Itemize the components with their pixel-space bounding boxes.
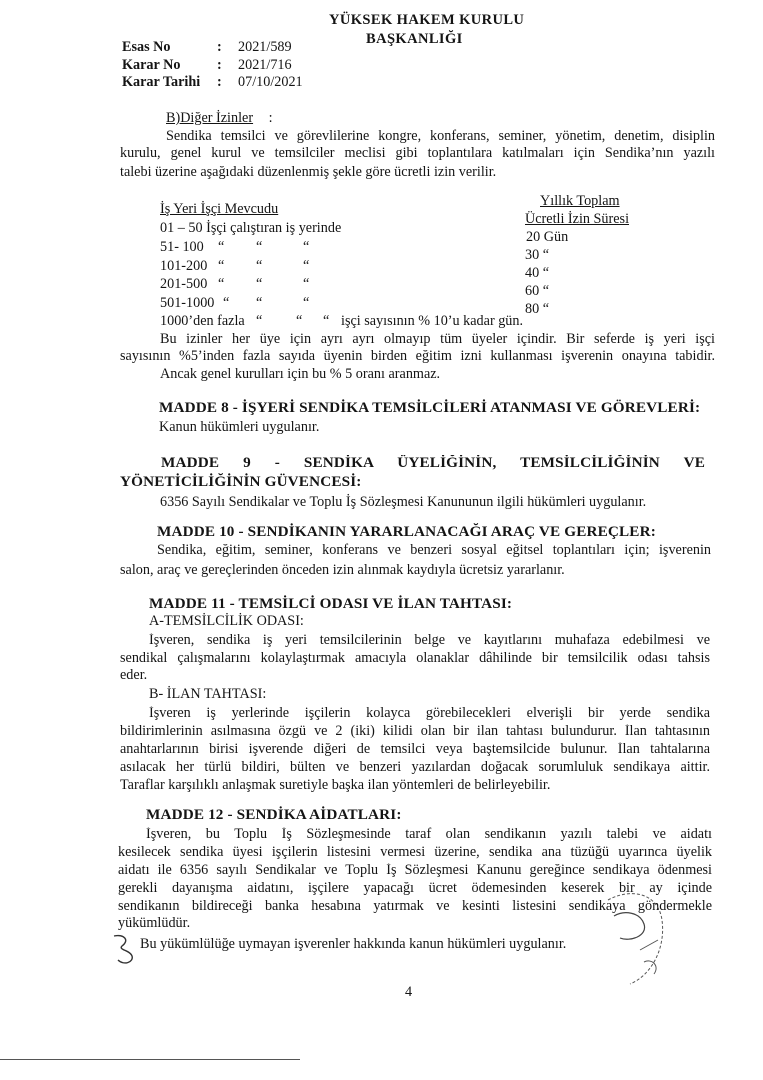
madde-12-line-3: aidatı ile 6356 sayılı Sendikalar ve Toplu İş Sözleşmesi Kanunu gereğince sendikaya ödenmesi	[118, 863, 712, 878]
tarih-value: 07/10/2021	[238, 74, 303, 90]
madde-12-line-6: yükümlüdür.	[118, 915, 191, 931]
table-col2-header-line1: Yıllık Toplam	[540, 193, 620, 209]
table-row-6-q2: “	[296, 313, 303, 329]
karar-value: 2021/716	[238, 57, 292, 73]
madde-10-heading: MADDE 10 - SENDİKANIN YARARLANACAĞI ARAÇ VE GEREÇLER:	[157, 523, 656, 540]
madde-12-line-4: gerekli dayanışma aidatını, işçilere yapacağı ücret ödemesinden keserek bir ay içinde	[118, 881, 712, 896]
table-row-3-days: 40 “	[525, 265, 550, 281]
table-row-4-q3: “	[303, 276, 310, 292]
header-title-line2: BAŞKANLIĞI	[366, 31, 463, 47]
table-row-5-q2: “	[256, 295, 263, 311]
table-col2-header-line2: Ücretli İzin Süresi	[525, 211, 630, 227]
madde-12-heading: MADDE 12 - SENDİKA AİDATLARI:	[146, 806, 402, 823]
madde-9-heading-line2: YÖNETİCİLİĞİNİN GÜVENCESİ:	[120, 473, 362, 490]
table-row-3-q3: “	[303, 258, 310, 274]
table-row-4-q2: “	[256, 276, 263, 292]
madde-9-text: 6356 Sayılı Sendikalar ve Toplu İş Sözleşmesi Kanununun ilgili hükümleri uygulanır.	[160, 494, 647, 510]
tarih-label: Karar Tarihi	[122, 74, 201, 90]
table-row-2-q2: “	[256, 239, 263, 255]
table-row-3-range: 101-200	[160, 258, 208, 274]
section-b-heading-text: B)Diğer İzinler	[166, 110, 254, 126]
table-row-5-range: 501-1000	[160, 295, 215, 311]
section-b-heading-colon: :	[268, 110, 273, 126]
madde-11-a-line-1: İşveren, sendika iş yeri temsilcilerinin belge ve kayıtlarını muhafaza edebilmesi ve	[149, 633, 710, 648]
madde-11-a-line-2: sendikal çalışmalarını kolaylaştırmak amacıyla olanaklar dâhilinde bir temsilcilik odası tahsis	[120, 651, 710, 666]
karar-label: Karar No	[122, 57, 181, 73]
section-b-heading	[166, 111, 273, 125]
madde-8-text: Kanun hükümleri uygulanır.	[159, 419, 320, 435]
table-row-6-text: işçi sayısının % 10’u kadar gün.	[341, 313, 524, 329]
table-col1-header: İş Yeri İşçi Mevcudu	[160, 201, 279, 217]
bottom-rule	[0, 1059, 300, 1060]
madde-10-line-2: salon, araç ve gereçlerinden önceden izin alınmak kaydıyla ücretsiz yararlanır.	[120, 562, 565, 578]
esas-value: 2021/589	[238, 39, 292, 55]
karar-separator: :	[217, 57, 222, 73]
madde-10-line-1: Sendika, eğitim, seminer, konferans ve benzeri sosyal eğitsel toplantıları için; işverenin	[157, 543, 711, 558]
page-number: 4	[405, 984, 413, 1000]
table-row-2-days: 30 “	[525, 247, 550, 263]
table-row-3-q2: “	[256, 258, 263, 274]
madde-11-a-line-3: eder.	[120, 667, 148, 683]
table-row-5-q1: “	[223, 295, 230, 311]
table-row-2-q3: “	[303, 239, 310, 255]
table-row-4-range: 201-500	[160, 276, 208, 292]
table-row-2-q1: “	[218, 239, 225, 255]
after-table-line-1: Bu izinler her üye için ayrı ayrı olmayıp tüm üyeler içindir. Bir seferde iş yeri işçi	[160, 332, 715, 347]
table-row-2-range: 51- 100	[160, 239, 204, 255]
madde-11-b-line-2: bildirimlerinin asılmasına özgü ve 2 (iki) kilidi olan bir ilan tahtası bulundurur. İlan tahtasının	[120, 724, 710, 739]
madde-12-line-1: İşveren, bu Toplu İş Sözleşmesinde taraf olan sendikanın yazılı talebi ve aidatı	[146, 827, 712, 842]
madde-11-b-line-4: asılacak her türlü bildiri, bülten ve benzeri yazılardan doğacak sorumluluk sendikaya aittir.	[120, 760, 710, 775]
table-row-5-days: 80 “	[525, 301, 550, 317]
table-row-4-q1: “	[218, 276, 225, 292]
header-title-line1: YÜKSEK HAKEM KURULU	[329, 12, 525, 28]
table-row-6-q3: “	[323, 313, 330, 329]
madde-8-heading: MADDE 8 - İŞYERİ SENDİKA TEMSİLCİLERİ ATANMASI VE GÖREVLERİ:	[159, 399, 701, 416]
madde-12-last-line: Bu yükümlülüğe uymayan işverenler hakkında kanun hükümleri uygulanır.	[140, 936, 567, 952]
table-row-5-q3: “	[303, 295, 310, 311]
section-b-line-2: kurulu, genel kurul ve temsilciler meclisi gibi toplantılara katılmaları için Sendika’nın yazılı	[120, 146, 715, 161]
tarih-separator: :	[217, 74, 222, 90]
table-row-1-days: 20 Gün	[526, 229, 569, 245]
table-row-1-range: 01 – 50 İşçi çalıştıran iş yerinde	[160, 220, 342, 236]
table-row-6-range: 1000’den fazla	[160, 313, 245, 329]
section-b-line-1: Sendika temsilci ve görevlilerine kongre, konferans, seminer, yönetim, denetim, disiplin	[166, 129, 715, 144]
madde-11-sub-a: A-TEMSİLCİLİK ODASI:	[149, 613, 304, 629]
madde-11-b-line-1: İşveren iş yerlerinde işçilerin kolayca görebilecekleri elverişli bir yerde sendika	[149, 706, 710, 721]
madde-11-sub-b: B- İLAN TAHTASI:	[149, 686, 267, 702]
handwritten-initial	[108, 930, 148, 970]
madde-11-b-line-5: Taraflar karşılıklı anlaşmak suretiyle başka ilan yöntemleri de belirleyebilir.	[120, 777, 551, 793]
madde-9-heading-line1: MADDE 9 - SENDİKA ÜYELİĞİNİN, TEMSİLCİLİĞİNİN VE	[161, 455, 705, 471]
stamp-signature-marks	[600, 880, 670, 990]
madde-12-line-2: kesilecek sendika üyesi işçilerin listesini vermesi üzerine, sendika ana tüzüğü uyarınca üyelik	[118, 845, 712, 860]
madde-11-b-line-3: anahtarlarının birisi işverende diğeri de temsilci veya baştemsilcide bulunur. İlan tahtalarına	[120, 742, 710, 757]
esas-label: Esas No	[122, 39, 171, 55]
table-row-6-q1: “	[256, 313, 263, 329]
esas-separator: :	[217, 39, 222, 55]
madde-12-line-5: sendikanın bildireceği banka hesabına yatırmak ve kesinti listesini sendikaya göndermekle	[118, 899, 712, 914]
section-b-line-3: talebi üzerine aşağıdaki düzenlenmiş şekle göre ücretli izin verilir.	[120, 164, 497, 180]
madde-11-heading: MADDE 11 - TEMSİLCİ ODASI VE İLAN TAHTASI:	[149, 595, 513, 612]
after-table-line-2: sayısının %5’inden fazla sayıda üyenin birden eğitim izni kullanması işverenin onayına tabidir.	[120, 349, 715, 364]
after-table-line-3: Ancak genel kurulları için bu % 5 oranı aranmaz.	[160, 366, 441, 382]
table-row-3-q1: “	[218, 258, 225, 274]
table-row-4-days: 60 “	[525, 283, 550, 299]
